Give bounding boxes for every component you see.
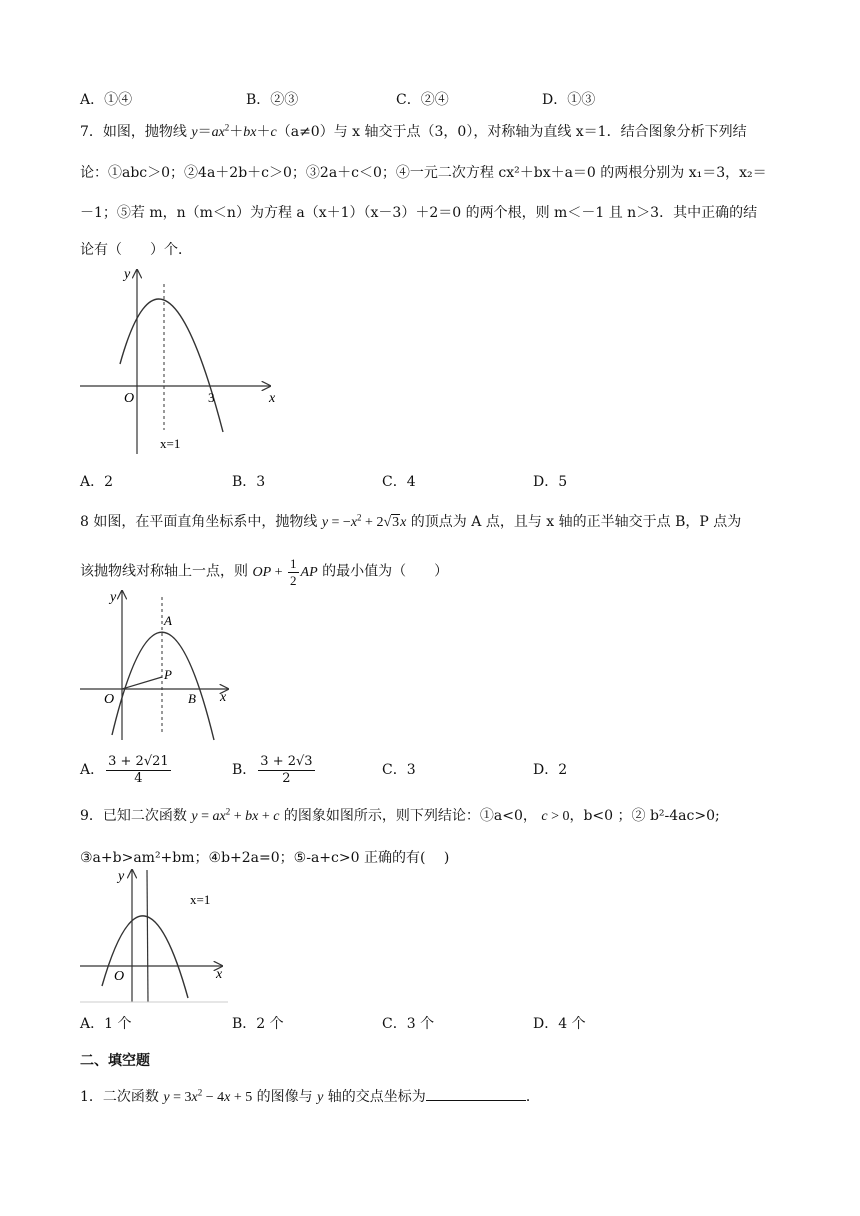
q8-option-b: B． $\frac{3 + 2√3}{2}$ (232, 753, 313, 786)
q6-option-a: A．①④ (80, 92, 133, 108)
fill1-equation: $y = 3x^2 - 4x + 5$ (163, 1087, 253, 1105)
axis-equation-label: x=1 (160, 436, 181, 451)
q6-option-d: D．①③ (542, 92, 596, 108)
section-title: 二、填空题 (80, 1052, 150, 1068)
y-axis-label: y (118, 869, 125, 884)
fill-question-1: 1．二次函数 $y = 3x^2 - 4x + 5$ 的图像与 y 轴的交点坐标为 ． (80, 1087, 540, 1105)
q8-equation: $y = -x^2 + 2√3x$ (321, 512, 407, 530)
point-p-label: P (164, 667, 172, 682)
q7-line-1: 7．如图，抛物线 $y=ax^2+bx+c(a\ne 0)$与 x 轴交于点（3，0），对称轴为直线 x＝1．结合图象分析下列结 (80, 122, 747, 140)
q9-parabola-figure (80, 866, 232, 1006)
origin-label: O (114, 969, 125, 984)
q8-option-c: C．3 (382, 762, 416, 778)
fill1-axis-symbol: y (317, 1090, 324, 1105)
root-label: B (188, 691, 196, 706)
q7-option-a: A．2 (80, 474, 114, 490)
q7-option-b: B．3 (232, 474, 266, 490)
axis-equation-label: x=1 (190, 892, 211, 907)
q9-option-d: D．4 个 (533, 1016, 586, 1032)
q8-expression: OP + $\frac{1}{2}$ AP (252, 556, 318, 588)
x-axis-label: x (220, 690, 227, 705)
q7-option-d: D．5 (533, 474, 568, 490)
q7-option-c: C．4 (382, 474, 416, 490)
q6-option-b: B．②③ (246, 92, 299, 108)
q7-parabola-figure (80, 262, 280, 458)
q9-option-c: C．3 个 (382, 1016, 435, 1032)
origin-label: O (124, 391, 135, 406)
symmetry-axis (147, 870, 148, 1002)
q8-line-2: 该抛物线对称轴上一点，则 OP + $\frac{1}{2}$ AP 的最小值为（ ） (80, 556, 449, 588)
q8-line-1: 8 如图，在平面直角坐标系中，抛物线 $y = -x^2 + 2√3x$ 的顶点为 A 点，且与 x 轴的正半轴交于点 B，P 点为 (80, 512, 742, 530)
origin-label: O (104, 692, 115, 707)
q8-option-d: D．2 (533, 762, 568, 778)
q9-c-condition: c > 0 (541, 809, 570, 824)
q8-option-a: A． $\frac{3 + 2√21}{4}$ (80, 753, 169, 786)
q9-line-1: 9．已知二次函数 $y = ax^2$ + bx + c 的图象如图所示，则下列结论：①a<0， c > 0，b<0 ；② b²-4ac>0; (80, 806, 720, 824)
q9-line-2: ③a+b>am²+bm；④b+2a=0；⑤-a+c>0 正确的有( ) (80, 850, 450, 866)
q6-option-c: C．②④ (396, 92, 449, 108)
root-label: 3 (208, 390, 215, 405)
parabola-curve (120, 299, 223, 432)
y-axis-label: y (110, 590, 117, 605)
x-axis-label: x (269, 391, 276, 406)
q9-option-b: B．2 个 (232, 1016, 284, 1032)
q7-line-4: 论有（ ）个． (80, 242, 192, 258)
y-axis-label: y (124, 267, 131, 282)
q7-line-2: 论：①abc＞0；②4a＋2b＋c＞0；③2a＋c＜0；④一元二次方程 cx²＋bx＋a＝0 的两根分别为 x₁＝3，x₂＝ (80, 165, 767, 181)
answer-blank[interactable] (426, 1086, 526, 1101)
q7-line-3: －1；⑤若 m，n（m＜n）为方程 a（x＋1）（x－3）＋2＝0 的两个根，则 m＜－1 且 n＞3．其中正确的结 (80, 205, 758, 221)
parabola-curve (112, 632, 214, 740)
q9-option-a: A．1 个 (80, 1016, 132, 1032)
parabola-curve (102, 916, 188, 998)
q9-equation: $y = ax^2$ + bx + c (191, 806, 280, 824)
x-axis-label: x (216, 967, 223, 982)
q8-parabola-figure (80, 585, 240, 743)
q7-equation: $y=ax^2+bx+c$ (191, 122, 277, 140)
vertex-label: A (164, 613, 172, 628)
